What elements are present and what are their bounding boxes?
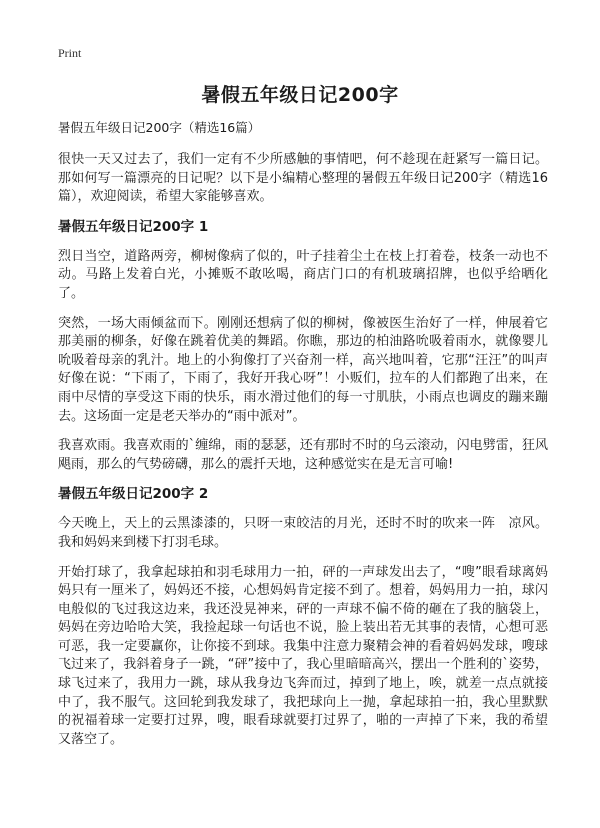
diary-section-1 bbox=[58, 218, 548, 475]
section-paragraph: 突然，一场大雨倾盆而下。刚刚还想病了似的柳树，像被医生治好了一样，伸展着它那美丽的柳条，好像在跳着优美的舞蹈。你瞧，那边的柏油路吮吸着雨水，就像婴儿吮吸着母亲的乳汁。地上的小狗像打了兴奋剂一样，高兴地叫着，它那“汪汪”的叫声好像在说：“下雨了，下雨了，我好开我心呀”！小贩们，拉车的人们都跑了出来，在雨中尽情的享受这下雨的快乐，雨水滑过他们的每一寸肌肤，小雨点也调皮的蹦来蹦去。这场面一定是老天举办的“雨中派对”。 bbox=[58, 315, 548, 424]
document-body bbox=[58, 119, 548, 760]
print-link[interactable]: Print bbox=[58, 46, 82, 60]
section-paragraph: 今天晚上，天上的云黑漆漆的，只呀一束皎洁的月光，还时不时的吹来一阵 凉风。我和妈妈来到楼下打羽毛球。 bbox=[58, 516, 548, 550]
intro-paragraph: 很快一天又过去了，我们一定有不少所感触的事情吧，何不趁现在赶紧写一篇日记。那如何写一篇漂亮的日记呢？以下是小编精心整理的暑假五年级日记200字（精选16篇），欢迎阅读，希望大家能够喜欢。 bbox=[58, 152, 548, 205]
document-title: 暑假五年级日记200字 bbox=[201, 84, 399, 106]
section-paragraph: 我喜欢雨。我喜欢雨的`缠绵，雨的瑟瑟，还有那时不时的乌云滚动，闪电劈雷，狂风飓雨，那么的气势磅礴，那么的震扦天地，这种感觉实在是无言可喻! bbox=[58, 438, 548, 472]
diary-section-2 bbox=[58, 485, 548, 749]
document-subtitle: 暑假五年级日记200字（精选16篇） bbox=[58, 120, 261, 135]
section-heading: 暑假五年级日记200字 2 bbox=[58, 486, 209, 503]
section-heading: 暑假五年级日记200字 1 bbox=[58, 218, 209, 235]
section-paragraph: 开始打球了，我拿起球拍和羽毛球用力一拍，砰的一声球发出去了，“嗖”眼看球离妈妈只有一厘米了，妈妈还不接，心想妈妈肯定接不到了。想着，妈妈用力一拍，球闪电般似的飞过我这边来，我还没晃神来，砰的一声球不偏不倚的砸在了我的脑袋上，妈妈在旁边哈哈大笑，我捡起球一句话也不说，脸上装出若无其事的表情，心想可恶可恶，我一定要赢你，让你接不到球。我集中注意力聚精会神的看着妈妈发球，嗖球飞过来了，我斜着身子一跳，“砰”接中了，我心里暗暗高兴，摆出一个胜利的`姿势，球飞过来了，我用力一跳，球从我身边飞奔而过，掉到了地上，唉，就差一点点就接中了，我不服气。这回轮到我发球了，我把球向上一抛，拿起球拍一拍，我心里默默的祝福着球一定要打过界，嗖，眼看球就要打过界了，啪的一声掉了下来，我的希望又落空了。 bbox=[58, 564, 548, 747]
section-paragraph: 烈日当空，道路两旁，柳树像病了似的，叶子挂着尘土在枝上打着卷，枝条一动也不动。马路上发着白光，小摊贩不敢吆喝，商店门口的有机玻璃招牌，也似乎给晒化了。 bbox=[58, 248, 548, 301]
